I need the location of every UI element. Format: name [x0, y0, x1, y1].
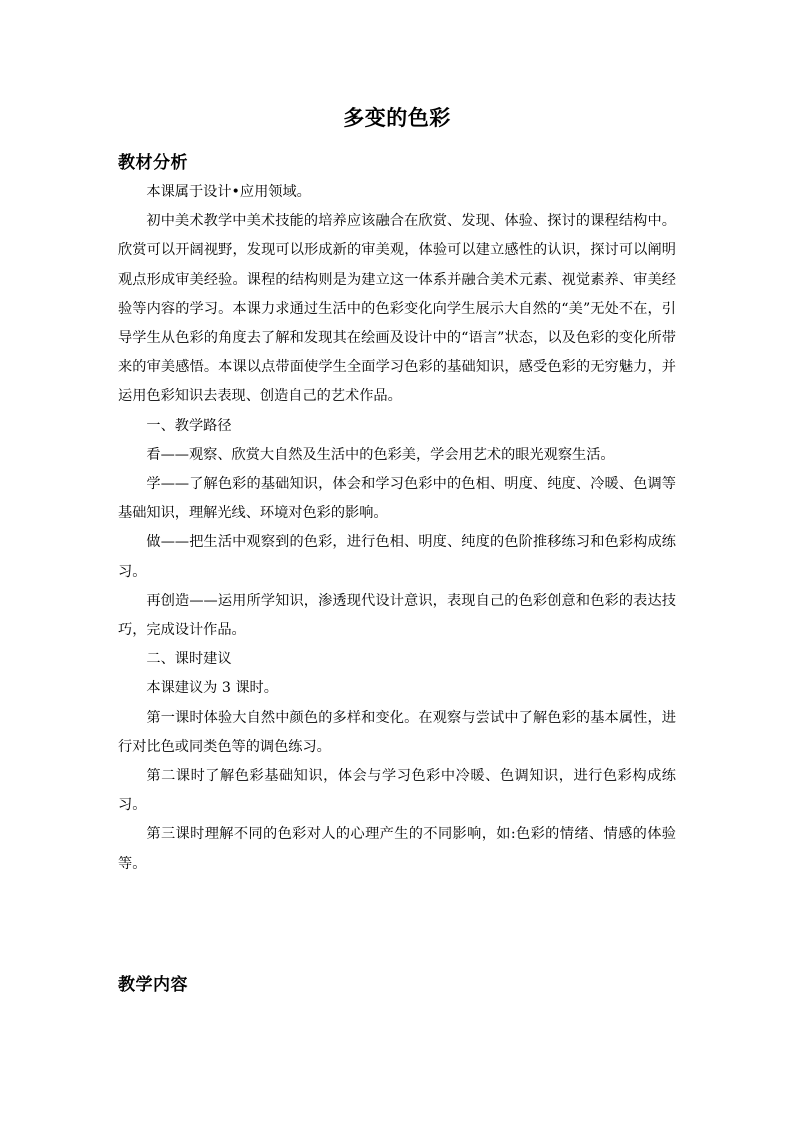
paragraph: 第一课时体验大自然中颜色的多样和变化。在观察与尝试中了解色彩的基本属性，进行对比色或同类色等的调色练习。 [118, 709, 676, 755]
paragraph: 本课建议为 3 课时。 [146, 680, 278, 697]
section-heading-teaching-content: 教学内容 [118, 975, 188, 995]
document-title: 多变的色彩 [343, 105, 451, 130]
paragraph: 看——观察、欣赏大自然及生活中的色彩美，学会用艺术的眼光观察生活。 [146, 446, 615, 463]
section-body-textbook-analysis [118, 178, 676, 879]
paragraph: 一、教学路径 [146, 417, 232, 434]
section-heading-textbook-analysis: 教材分析 [118, 153, 188, 173]
paragraph: 本课属于设计•应用领域。 [146, 184, 311, 200]
paragraph: 第二课时了解色彩基础知识，体会与学习色彩中冷暖、色调知识，进行色彩构成练习。 [118, 768, 676, 814]
paragraph: 学——了解色彩的基础知识，体会和学习色彩中的色相、明度、纯度、冷暖、色调等基础知识，理解光线、环境对色彩的影响。 [118, 476, 676, 522]
paragraph: 再创造——运用所学知识，渗透现代设计意识，表现自己的色彩创意和色彩的表达技巧，完成设计作品。 [118, 592, 676, 639]
paragraph: 二、课时建议 [146, 651, 232, 668]
paragraph: 初中美术教学中美术技能的培养应该融合在欣赏、发现、体验、探讨的课程结构中。欣赏可以开阔视野，发现可以形成新的审美观，体验可以建立感性的认识，探讨可以阐明观点形成审美经验。课程的结构则是为建立这一体系并融合美术元素、视觉素养、审美经验等内容的学习。本课力求通过生活中的色彩变化向学生展示大自然的“美”无处不在，引导学生从色彩的角度去了解和发现其在绘画及设计中的“语言”状态，以及色彩的变化所带来的审美感悟。本课以点带面使学生全面学习色彩的基础知识，感受色彩的无穷魅力，并运用色彩知识去表现、创造自己的艺术作品。 [118, 213, 676, 405]
paragraph: 第三课时理解不同的色彩对人的心理产生的不同影响，如:色彩的情绪、情感的体验等。 [118, 826, 676, 872]
paragraph: 做——把生活中观察到的色彩，进行色相、明度、纯度的色阶推移练习和色彩构成练习。 [118, 534, 676, 580]
